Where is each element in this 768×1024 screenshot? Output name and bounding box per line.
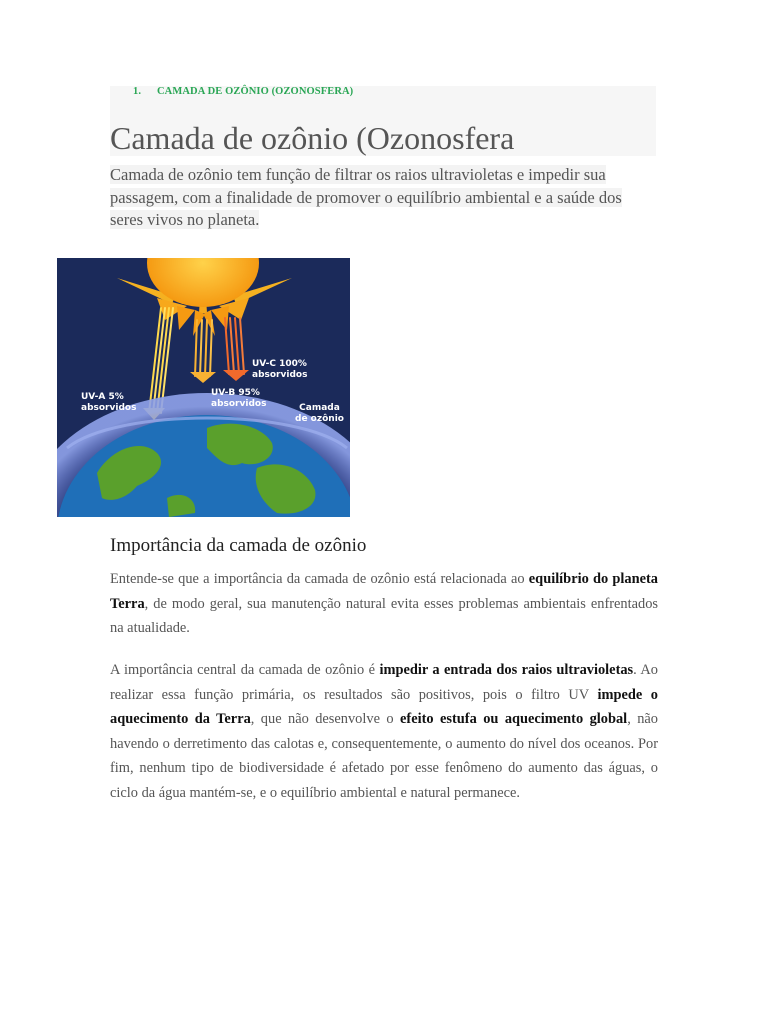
ozone-diagram-graphic [57, 258, 350, 517]
bold-phrase: efeito estufa ou aquecimento global [400, 711, 628, 728]
importance-paragraph-1: Entende-se que a importância da camada de ozônio está relacionada ao equilíbrio do planeta Terra, de modo geral, sua manutenção natural evita esses problemas ambientais enfrentados na atualidade. [110, 571, 658, 637]
ozone-layer-illustration [57, 258, 350, 517]
uvb-label: UV-B 95% absorvidos [211, 388, 267, 409]
uvc-label: UV-C 100% absorvidos [252, 359, 308, 380]
section-heading [133, 86, 353, 97]
intro-text: Camada de ozônio tem função de filtrar os raios ultravioletas e impedir sua passagem, com a finalidade de promover o equilíbrio ambiental e a saúde dos seres vivos no planeta. [110, 165, 622, 229]
section-heading-text: CAMADA DE OZÔNIO (OZONOSFERA) [157, 86, 354, 97]
bold-phrase: impede o aquecimento da Terra [110, 686, 658, 728]
intro-paragraph [110, 164, 658, 232]
uva-label: UV-A 5% absorvidos [81, 392, 137, 413]
importance-subheading: Importância da camada de ozônio [110, 535, 367, 556]
importance-paragraph-2: A importância central da camada de ozônio é impedir a entrada dos raios ultravioletas. Ao realizar essa função primária, os resultados são positivos, pois o filtro UV impede o aquecimento da Terra, que não desenvolve o efeito estufa ou aquecimento global, não havendo o derretimento das calotas e, consequentemente, o aumento do nível dos oceanos. Por fim, nenhum tipo de biodiversidade é afetado por esse fenômeno do aumento das águas, o ciclo da água mantém-se, e o equilíbrio ambiental e natural permanece. [110, 662, 658, 801]
section-number: 1. [133, 86, 142, 97]
ozone-layer-label: Camada de ozônio [295, 403, 344, 424]
page-title: Camada de ozônio (Ozonosfera [110, 120, 515, 156]
bold-phrase: equilíbrio do planeta Terra [110, 571, 658, 612]
bold-phrase: impedir a entrada dos raios ultravioletas [379, 662, 634, 678]
